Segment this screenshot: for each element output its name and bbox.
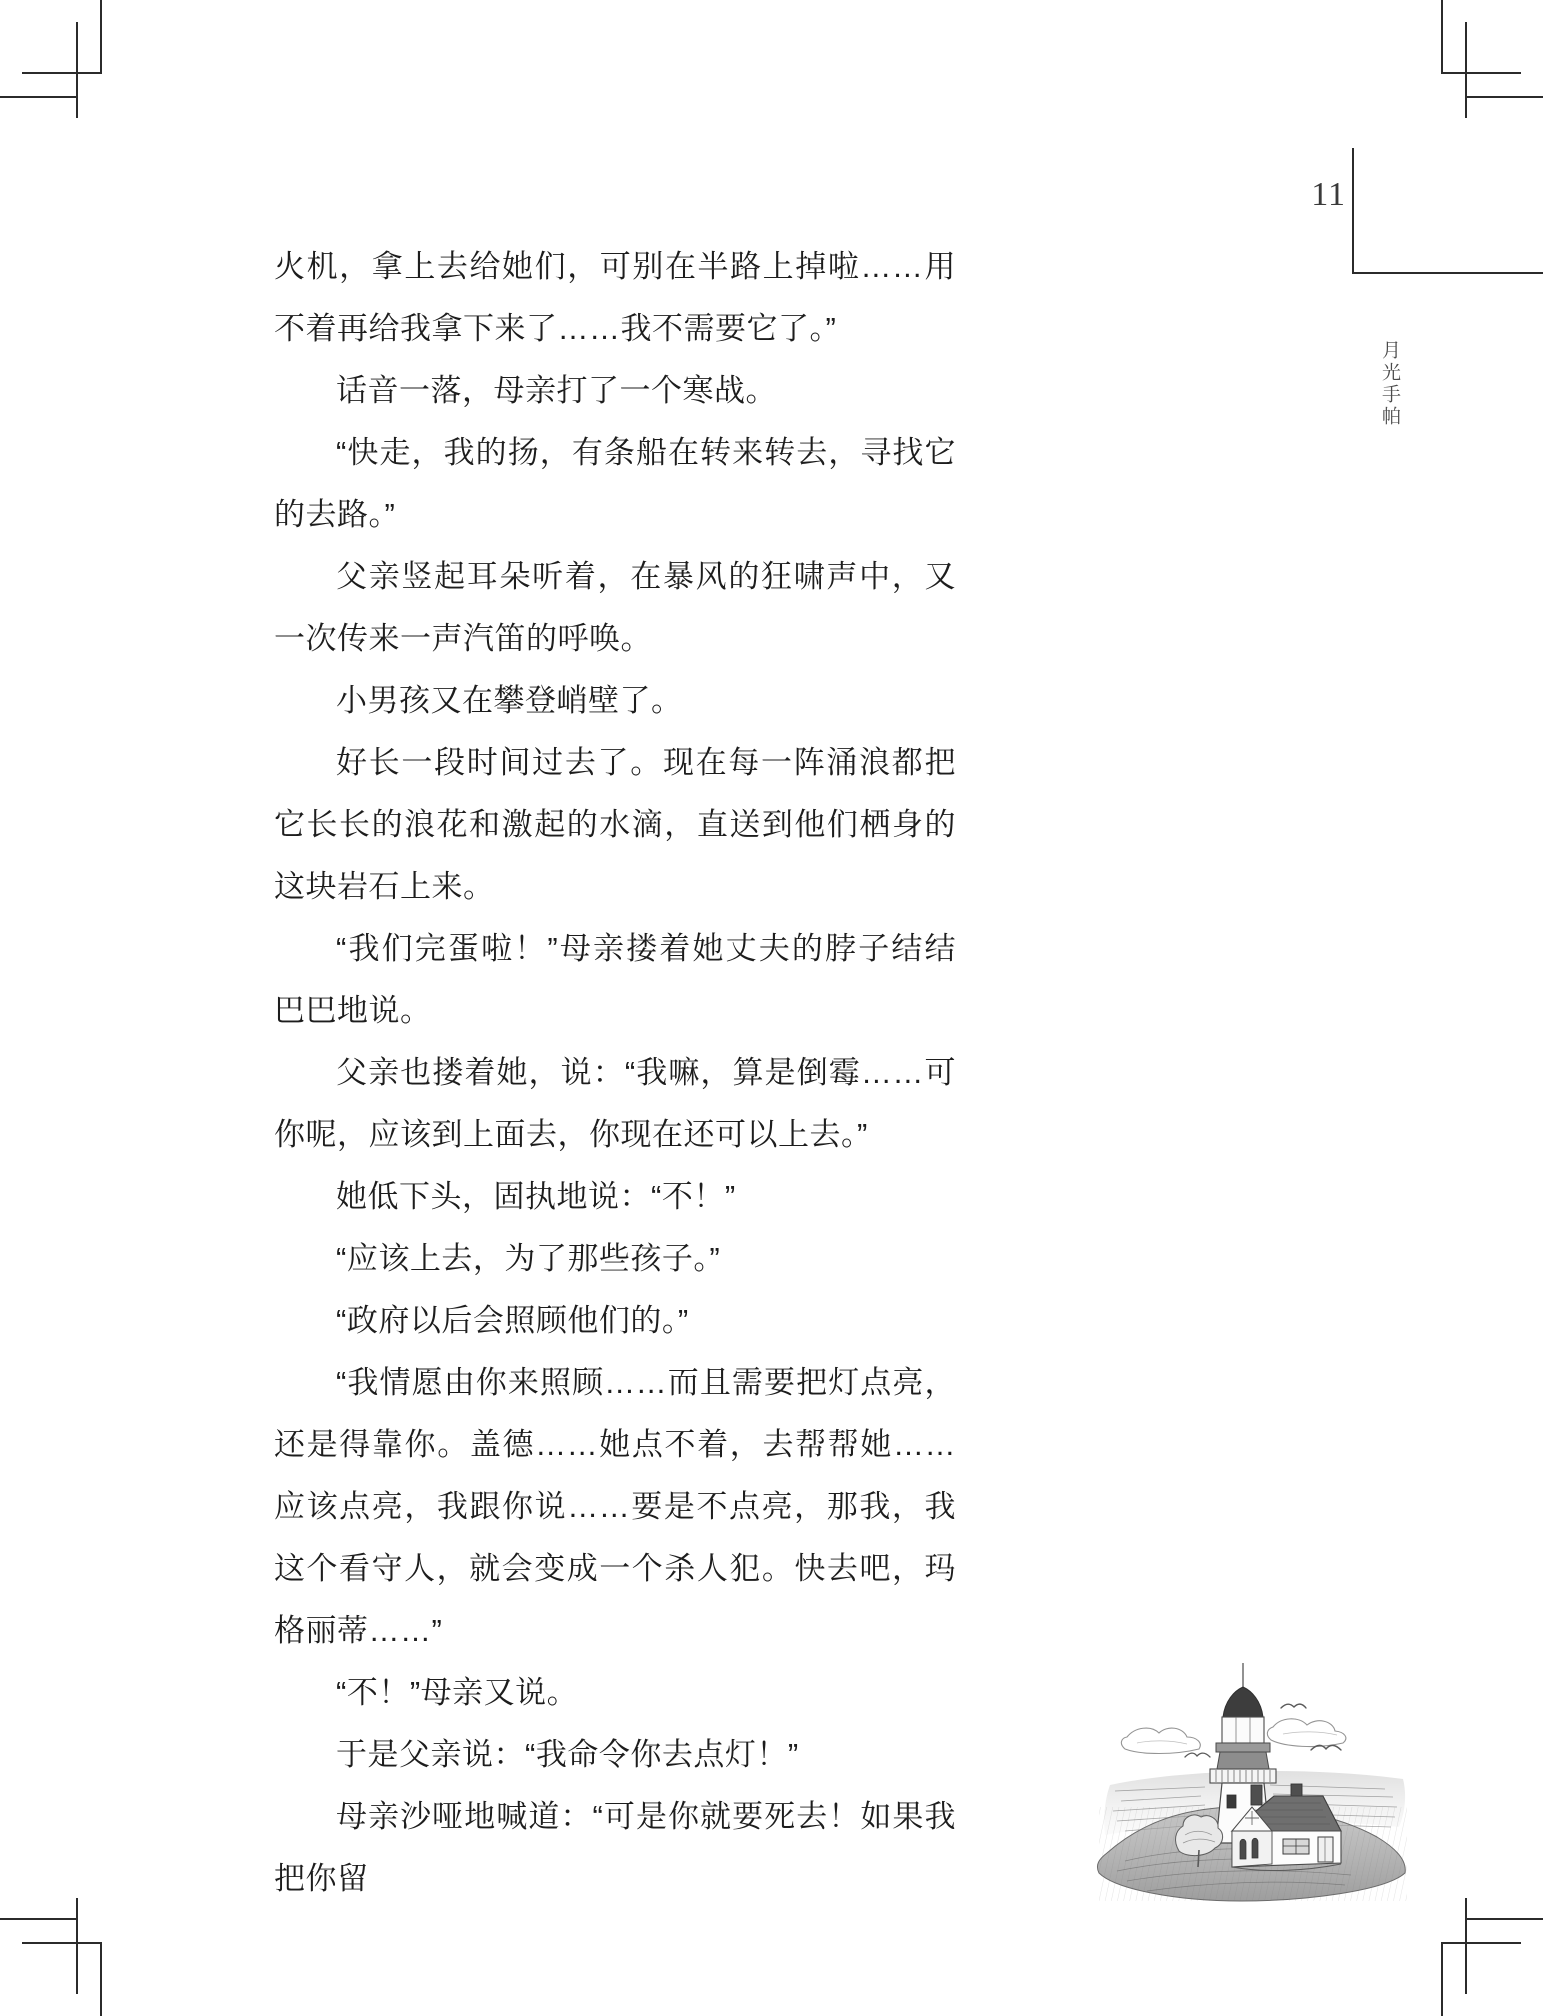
body-paragraph: 母亲沙哑地喊道：“可是你就要死去！如果我把你留 xyxy=(274,1799,956,1896)
body-text xyxy=(274,236,956,1910)
running-head: 月光手帕 xyxy=(1379,340,1400,428)
seagull-icon-1 xyxy=(1281,1704,1306,1708)
body-paragraph: “不！”母亲又说。 xyxy=(336,1675,579,1710)
crop-mark-top-right xyxy=(1378,0,1543,145)
body-paragraph: “政府以后会照顾他们的。” xyxy=(336,1303,689,1338)
body-paragraph: “快走，我的扬，有条船在转来转去，寻找它的去路。” xyxy=(274,435,956,532)
crop-mark-top-left xyxy=(0,0,160,145)
body-paragraph: “应该上去，为了那些孩子。” xyxy=(336,1241,721,1276)
folio-rule-vertical xyxy=(1352,148,1354,274)
body-paragraph: “我情愿由你来照顾……而且需要把灯点亮，还是得靠你。盖德……她点不着，去帮帮她……应该点亮，我跟你说……要是不点亮，那我，我这个看守人，就会变成一个杀人犯。快去吧，玛格丽蒂……” xyxy=(274,1365,956,1648)
body-paragraph: 火机，拿上去给她们，可别在半路上掉啦……用不着再给我拿下来了……我不需要它了。” xyxy=(274,249,956,346)
body-paragraph: 父亲也搂着她，说：“我嘛，算是倒霉……可你呢，应该到上面去，你现在还可以上去。” xyxy=(274,1055,956,1152)
crop-mark-bottom-left xyxy=(0,1866,160,2016)
page-number: 11 xyxy=(1311,176,1346,213)
body-paragraph: “我们完蛋啦！”母亲搂着她丈夫的脖子结结巴巴地说。 xyxy=(274,931,956,1028)
body-paragraph: 好长一段时间过去了。现在每一阵涌浪都把它长长的浪花和激起的水滴，直送到他们栖身的这块岩石上来。 xyxy=(274,745,956,904)
body-paragraph: 话音一落，母亲打了一个寒战。 xyxy=(336,373,777,408)
cloud-right xyxy=(1267,1719,1345,1747)
lighthouse-illustration xyxy=(1055,1645,1455,1945)
folio-rule-horizontal xyxy=(1352,272,1543,274)
body-paragraph: 于是父亲说：“我命令你去点灯！” xyxy=(336,1737,799,1772)
body-paragraph: 小男孩又在攀登峭壁了。 xyxy=(336,683,683,718)
cloud-left xyxy=(1121,1728,1200,1753)
body-paragraph: 她低下头，固执地说：“不！” xyxy=(336,1179,736,1214)
seagull-icon-3 xyxy=(1185,1753,1210,1757)
body-paragraph: 父亲竖起耳朵听着，在暴风的狂啸声中，又一次传来一声汽笛的呼唤。 xyxy=(274,559,956,656)
